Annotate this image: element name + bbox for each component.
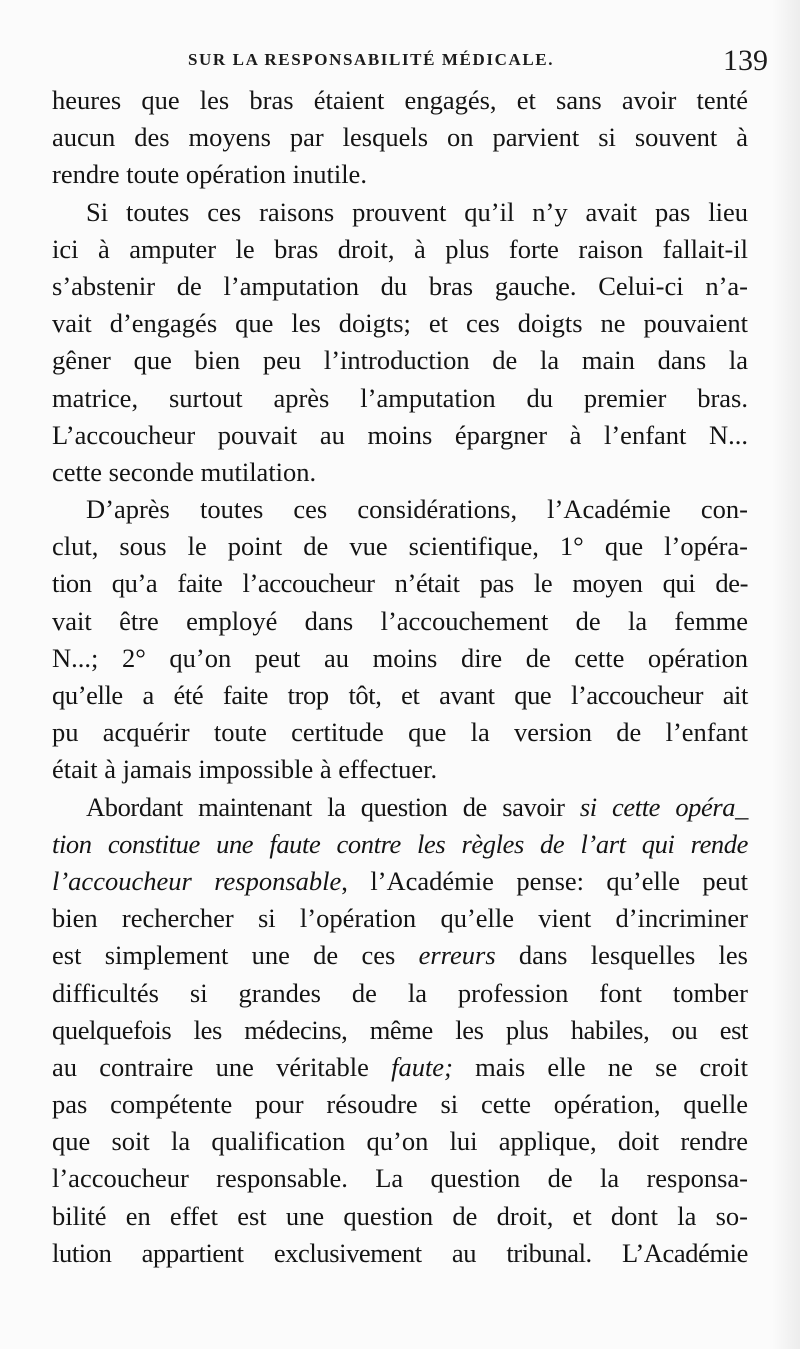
text-line: tion constitue une faute contre les règles de l’art qui rende (52, 828, 748, 859)
text-line: tion qu’a faite l’accoucheur n’était pas le moyen qui de- (52, 568, 748, 599)
text-line: pu acquérir toute certitude que la version de l’enfant (52, 717, 748, 748)
text-line: l’accoucheur responsable, l’Académie pense: qu’elle peut (52, 865, 749, 896)
text-line: qu’elle a été faite trop tôt, et avant que l’accoucheur ait (52, 680, 748, 710)
text-line: pas compétente pour résoudre si cette opération, quelle (52, 1089, 748, 1120)
page-edge-shadow (772, 0, 800, 1349)
text-line: est simplement une de ces erreurs dans lesquelles les (52, 940, 748, 971)
text-line: Si toutes ces raisons prouvent qu’il n’y avait pas lieu (86, 196, 748, 227)
page-number: 139 (723, 44, 768, 77)
text-line: s’abstenir de l’amputation du bras gauche. Celui-ci n’a- (52, 270, 748, 301)
running-title: SUR LA RESPONSABILITÉ MÉDICALE. (188, 50, 555, 69)
text-line: gêner que bien peu l’introduction de la main dans la (52, 345, 748, 376)
text-line: cette seconde mutilation. (52, 456, 317, 487)
text-line: était à jamais impossible à effectuer. (52, 754, 438, 785)
text-line: bien rechercher si l’opération qu’elle vient d’incriminer (52, 903, 748, 934)
text-line: vait être employé dans l’accouchement de la femme (52, 605, 748, 636)
text-line: heures que les bras étaient engagés, et sans avoir tenté (52, 85, 748, 115)
text-line: au contraire une véritable faute; mais elle ne se croit (52, 1051, 749, 1082)
text-line: ici à amputer le bras droit, à plus forte raison fallait-il (52, 233, 748, 264)
text-line: clut, sous le point de vue scientifique, 1° que l’opéra- (52, 531, 748, 562)
text-line: Abordant maintenant la question de savoir si cette opéra_ (86, 791, 748, 822)
text-line: rendre toute opération inutile. (52, 159, 367, 190)
text-line: L’accoucheur pouvait au moins épargner à l’enfant N... (52, 419, 748, 450)
text-line: que soit la qualification qu’on lui applique, doit rendre (52, 1126, 748, 1157)
text-line: vait d’engagés que les doigts; et ces doigts ne pouvaient (52, 308, 748, 339)
text-line: matrice, surtout après l’amputation du premier bras. (52, 382, 748, 413)
text-line: D’après toutes ces considérations, l’Académie con- (86, 494, 748, 525)
text-line: lution appartient exclusivement au tribunal. L’Académie (52, 1237, 748, 1268)
body-text (52, 82, 748, 1272)
text-line: difficultés si grandes de la profession font tomber (52, 977, 748, 1008)
text-line: aucun des moyens par lesquels on parvient si souvent à (52, 122, 748, 153)
text-line: l’accoucheur responsable. La question de la responsa- (52, 1163, 748, 1194)
text-line: N...; 2° qu’on peut au moins dire de cette opération (52, 642, 748, 673)
text-line: bilité en effet est une question de droit, et dont la so- (52, 1200, 748, 1231)
text-line: quelquefois les médecins, même les plus habiles, ou est (52, 1014, 748, 1045)
